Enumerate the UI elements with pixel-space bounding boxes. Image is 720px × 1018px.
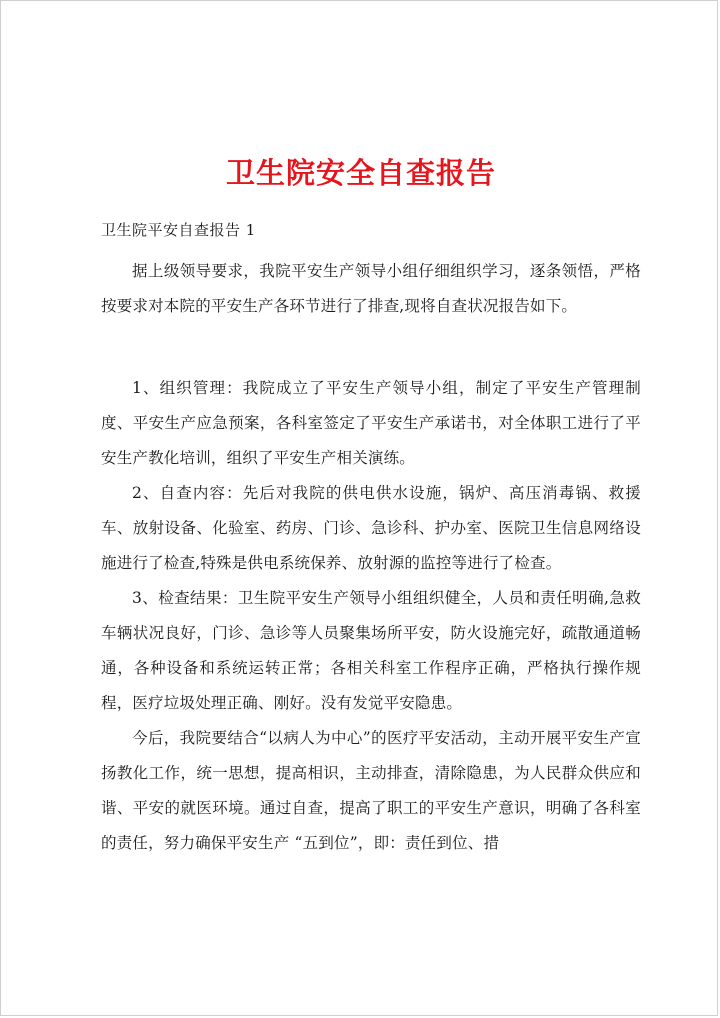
paragraph-inspection-content: 2、自查内容：先后对我院的供电供水设施，锅炉、高压消毒锅、救援车、放射设备、化验室、药房、门诊、急诊科、护办室、医院卫生信息网络设施进行了检查,特殊是供电系统保养、放射源的监控等进行了检查。 xyxy=(101,484,641,572)
paragraph-future-plan: 今后，我院要结合“以病人为中心”的医疗平安活动，主动开展平安生产宣扬教化工作，统一思想，提高相识，主动排查，清除隐患，为人民群众供应和谐、平安的就医环境。通过自查，提高了职工的平安生产意识，明确了各科室的责任，努力确保平安生产 “五到位”，即：责任到位、措 xyxy=(101,729,641,852)
document-body xyxy=(101,254,641,861)
paragraph-intro: 据上级领导要求，我院平安生产领导小组仔细组织学习，逐条领悟，严格按要求对本院的平安生产各环节进行了排查,现将自查状况报告如下。 xyxy=(101,262,641,315)
paragraph-inspection-result: 3、检查结果：卫生院平安生产领导小组组织健全，人员和责任明确,急救车辆状况良好，门诊、急诊等人员聚集场所平安，防火设施完好，疏散通道畅通，各种设备和系统运转正常；各相关科室工作程序正确，严格执行操作规程，医疗垃圾处理正确、刚好。没有发觉平安隐患。 xyxy=(101,589,641,712)
document-subtitle: 卫生院平安自查报告 1 xyxy=(101,221,256,239)
document-title: 卫生院安全自查报告 xyxy=(225,156,496,190)
paragraph-gap xyxy=(101,324,641,371)
paragraph-organization: 1、组织管理：我院成立了平安生产领导小组，制定了平安生产管理制度、平安生产应急预案，各科室签定了平安生产承诺书，对全体职工进行了平安生产教化培训，组织了平安生产相关演练。 xyxy=(101,379,641,467)
